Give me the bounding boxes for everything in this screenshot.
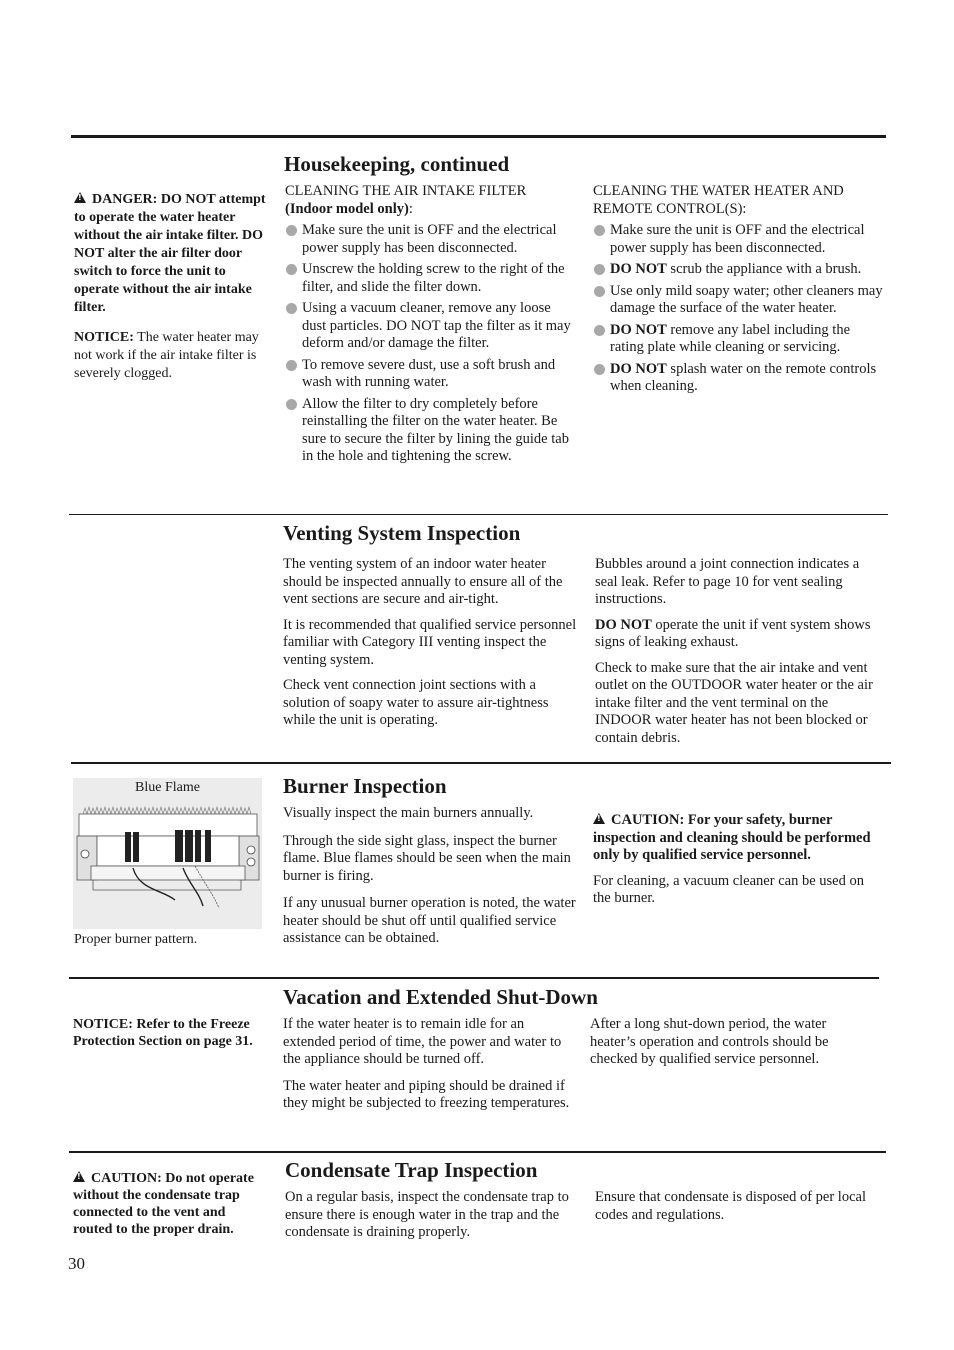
- condensate-left-column: On a regular basis, inspect the condensate trap to ensure there is enough water in the trap and the condensate is draining properly.: [285, 1189, 569, 1240]
- rule-burner: [71, 762, 891, 764]
- vacation-right-column: After a long shut-down period, the water heater’s operation and controls should be checked by qualified service personnel.: [590, 1016, 829, 1067]
- list-item: Make sure the unit is OFF and the electrical power supply has been disconnected.: [285, 222, 577, 257]
- venting-title: Venting System Inspection: [283, 521, 521, 545]
- heater-cleaning-steps: [593, 222, 883, 396]
- list-item: DO NOT scrub the appliance with a brush.: [593, 261, 883, 279]
- air-filter-steps: [285, 222, 577, 466]
- paragraph: If the water heater is to remain idle for an extended period of time, the power and water to the appliance should be turned off.: [283, 1016, 562, 1067]
- venting-right-column: [595, 556, 885, 755]
- paragraph: If any unusual burner operation is noted, the water heater should be shut off until qualified service assistance can be obtained.: [283, 895, 576, 946]
- burner-illustration: [73, 800, 262, 928]
- figure-caption: Proper burner pattern.: [74, 932, 198, 947]
- burner-title: Burner Inspection: [283, 774, 447, 798]
- figure-label: Blue Flame: [135, 780, 200, 795]
- burner-caution: !CAUTION: For your safety, burner inspection and cleaning should be performed only by qualified service personnel.: [593, 812, 883, 865]
- danger-notice: [74, 191, 274, 317]
- paragraph: Visually inspect the main burners annually.: [283, 805, 534, 821]
- filter-notice: [74, 329, 274, 383]
- paragraph: Check to make sure that the air intake and vent outlet on the OUTDOOR water heater or the air intake filter and the vent terminal on the INDOOR water heater has not been blocked or contain debris.: [595, 659, 873, 746]
- burner-right-column: [593, 812, 883, 916]
- housekeeping-title: Housekeeping, continued: [284, 152, 510, 176]
- list-item: DO NOT remove any label including the rating plate while cleaning or servicing.: [593, 322, 883, 357]
- air-filter-column: [285, 183, 577, 470]
- condensate-right-column: Ensure that condensate is disposed of per local codes and regulations.: [595, 1189, 866, 1223]
- condensate-title: Condensate Trap Inspection: [285, 1158, 538, 1182]
- paragraph: The water heater and piping should be drained if they might be subjected to freezing temperatures.: [283, 1077, 570, 1111]
- warning-icon: [74, 192, 86, 203]
- list-item: Allow the filter to dry completely before reinstalling the filter on the water heater. Be sure to secure the filter by lining the guide tab in the hole and tightening the screw.: [285, 396, 577, 466]
- notice-label: NOTICE:: [74, 330, 134, 345]
- page-number: 30: [68, 1254, 85, 1273]
- list-item: DO NOT splash water on the remote controls when cleaning.: [593, 361, 883, 396]
- paragraph: DO NOT operate the unit if vent system shows signs of leaking exhaust.: [595, 616, 871, 650]
- burner-figure: [73, 778, 262, 929]
- notice-text: The water heater may not work if the air intake filter is severely clogged.: [74, 330, 259, 381]
- paragraph: Check vent connection joint sections with a solution of soapy water to assure air-tightness while the unit is operating.: [283, 677, 549, 728]
- paragraph: The venting system of an indoor water heater should be inspected annually to ensure all of the vent sections are secure and air-tight.: [283, 556, 563, 607]
- heater-cleaning-column: [593, 183, 883, 400]
- list-item: Make sure the unit is OFF and the electrical power supply has been disconnected.: [593, 222, 883, 257]
- paragraph: Through the side sight glass, inspect the burner flame. Blue flames should be seen when the main burner is firing.: [283, 832, 571, 884]
- rule-venting: [69, 514, 888, 515]
- heater-cleaning-heading: CLEANING THE WATER HEATER AND REMOTE CONTROL(S):: [593, 183, 844, 217]
- paragraph: It is recommended that qualified service personnel familiar with Category III venting inspect the venting system.: [283, 616, 577, 668]
- rule-vacation: [69, 977, 879, 979]
- venting-left-column: [283, 556, 577, 738]
- list-item: To remove severe dust, use a soft brush and wash with running water.: [285, 357, 577, 392]
- vacation-title: Vacation and Extended Shut-Down: [283, 985, 598, 1009]
- danger-text: DANGER: DO NOT attempt to operate the water heater without the air intake filter. DO NOT alter the air filter door switch to force the unit to operate without the air intake filter.: [74, 192, 266, 315]
- warning-icon: [593, 813, 605, 824]
- condensate-caution: !CAUTION: Do not operate without the condensate trap connected to the vent and routed to the proper drain.: [73, 1170, 268, 1238]
- list-item: Use only mild soapy water; other cleaners may damage the surface of the water heater.: [593, 283, 883, 318]
- paragraph: For cleaning, a vacuum cleaner can be used on the burner.: [593, 872, 864, 906]
- air-filter-heading: CLEANING THE AIR INTAKE FILTER (Indoor model only):: [285, 183, 527, 217]
- top-rule: [71, 135, 886, 138]
- vacation-left-column: [283, 1016, 577, 1121]
- paragraph: Bubbles around a joint connection indicates a seal leak. Refer to page 10 for vent sealing instructions.: [595, 556, 860, 607]
- list-item: Using a vacuum cleaner, remove any loose dust particles. DO NOT tap the filter as it may deform and/or damage the filter.: [285, 300, 577, 353]
- warning-icon: [73, 1171, 85, 1182]
- list-item: Unscrew the holding screw to the right of the filter, and slide the filter down.: [285, 261, 577, 296]
- burner-left-column: [283, 805, 577, 956]
- vacation-notice: NOTICE: Refer to the Freeze Protection Section on page 31.: [73, 1017, 253, 1049]
- rule-condensate: [69, 1151, 886, 1153]
